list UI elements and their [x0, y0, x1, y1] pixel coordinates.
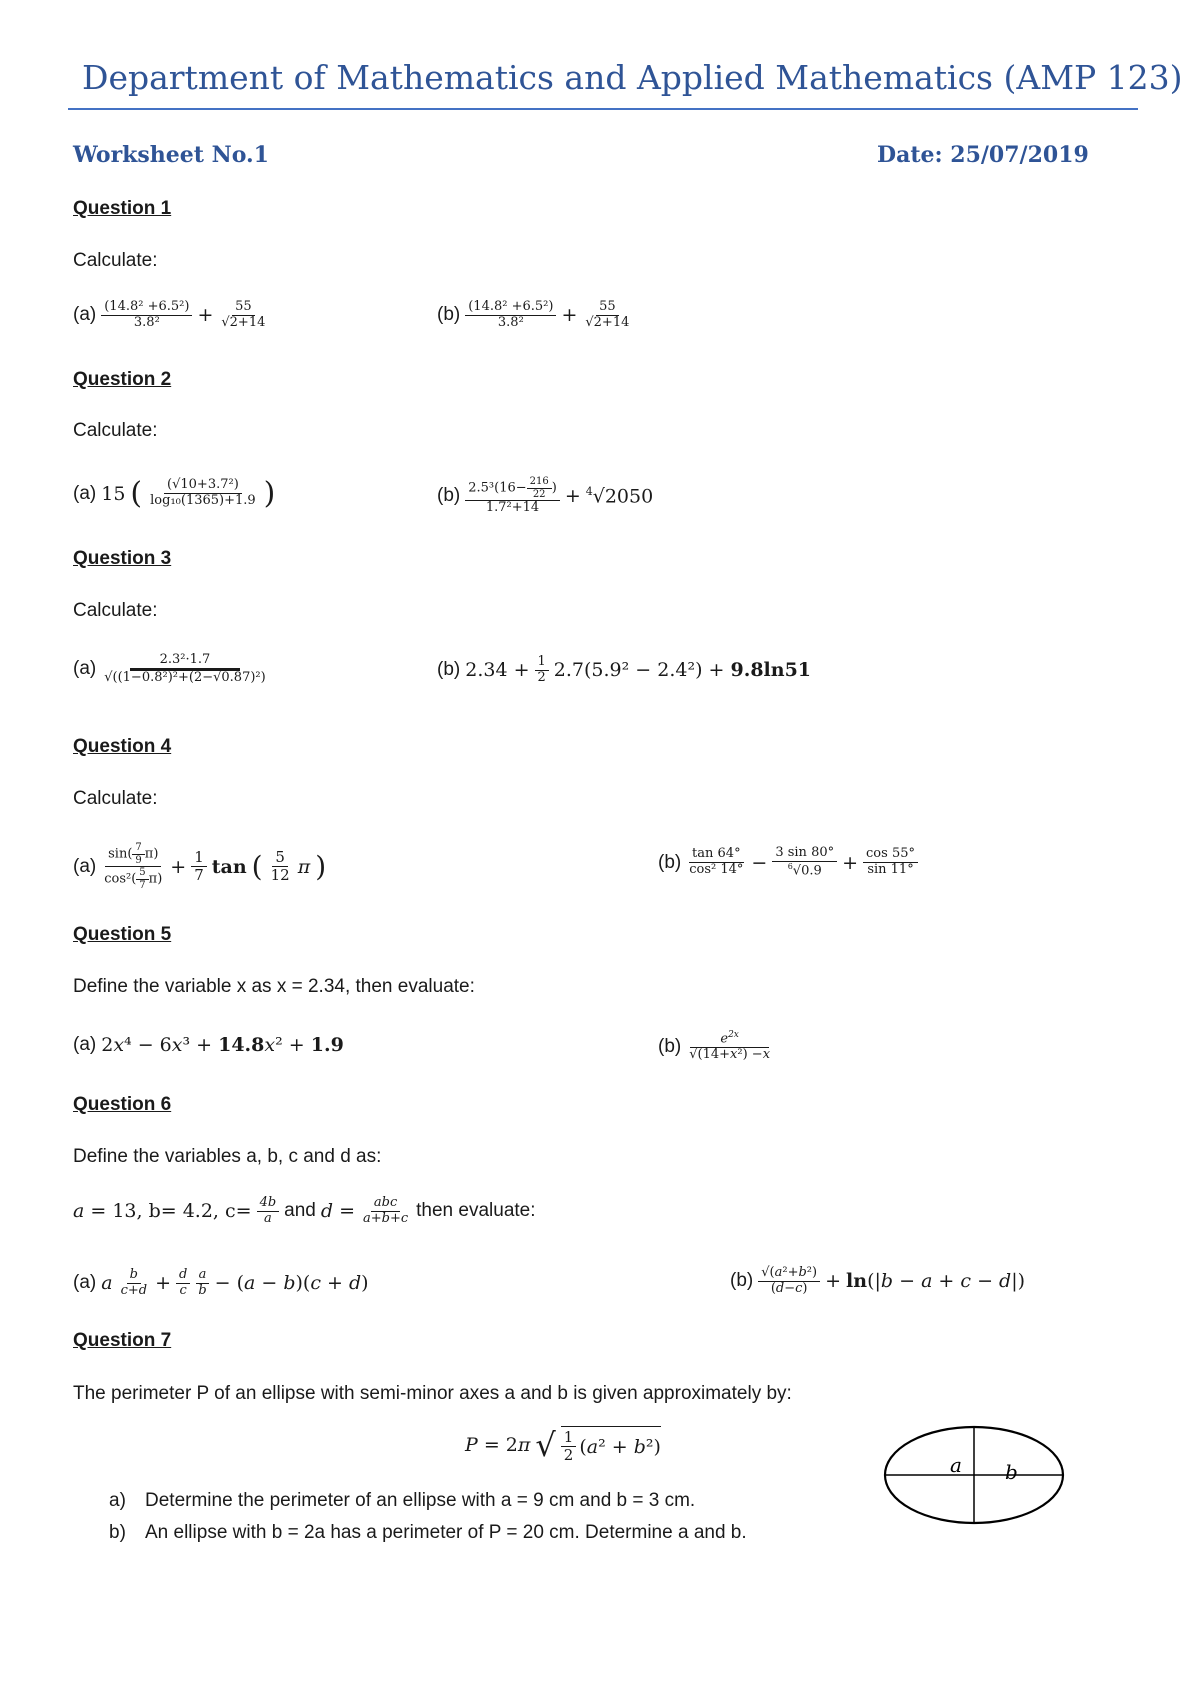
part-label: (a) [73, 1034, 97, 1055]
question-2-heading: Question 2 [73, 369, 172, 390]
question-2a: (a) 15 ( $\frac{\text{(√10+3.7²)}}{\text{log₁₀(1365)+1.9}}$ ) [73, 476, 276, 511]
question-3-heading: Question 3 [73, 548, 172, 569]
question-5b: (b) $\frac{e^{2x}}{\text{√(14+x²) −x}}$ [658, 1030, 771, 1063]
question-7-parts [73, 1490, 747, 1554]
question-3-instruction: Calculate: [73, 600, 158, 621]
part-label: (a) [73, 304, 97, 326]
question-4-instruction: Calculate: [73, 788, 158, 809]
label-a: a [950, 1453, 962, 1477]
question-5-instruction: Define the variable x as x = 2.34, then evaluate: [73, 976, 475, 997]
part-label: (b) [437, 304, 461, 326]
ellipse-diagram [880, 1420, 1070, 1530]
part-label: (a) [73, 658, 97, 680]
question-5-heading: Question 5 [73, 924, 172, 945]
question-3a: (a) $\frac{\text{2.3²·1.7}}{\text{√((1−0.8²)²+(2−√0.87)²)}}$ [73, 652, 266, 685]
list-item: b) An ellipse with b = 2a has a perimeter of P = 20 cm. Determine a and b. [109, 1522, 747, 1543]
ellipse-formula: P = 2π √ $\frac{1}{2}$ (a² + b²) [465, 1426, 661, 1465]
list-item: a) Determine the perimeter of an ellipse with a = 9 cm and b = 3 cm. [109, 1490, 696, 1511]
question-6b: (b) $\frac{\text{√(a²+b²)}}{(d-c)}$ + ln(|b − a + c − d|) [730, 1265, 1026, 1296]
question-6a: (a) a $\frac{b}{c+d}$ + $\frac{d}{c}$ $\frac{a}{b}$ − (a − b)(c + d) [73, 1267, 369, 1298]
worksheet-date: Date: 25/07/2019 [877, 142, 1089, 168]
question-1b: (b) $\frac{\text{(14.8² +6.5²)}}{\text{3.8²}}$ + $\frac{55}{√2+14}$ [437, 299, 630, 330]
page-title: Department of Mathematics and Applied Mathematics (AMP 123) [82, 58, 1183, 97]
question-2-instruction: Calculate: [73, 420, 158, 441]
question-1-heading: Question 1 [73, 198, 172, 219]
question-6-instruction: Define the variables a, b, c and d as: [73, 1146, 382, 1167]
part-label: (b) [437, 659, 461, 681]
question-2b: (b) 2.5³(16− $\frac{216}{22}$ ) 1.7²+14 + $^4$√2050 [437, 476, 654, 515]
question-4b: (b) $\frac{\tan 64^\circ}{\text{cos² 14°}}$ − $\frac{3 \sin 80^\circ}{^6√0.9}$ + $\frac{\cos 55^\circ}{\sin 11^\circ}$ [658, 846, 918, 879]
part-label: (b) [437, 484, 461, 506]
question-6-heading: Question 6 [73, 1094, 172, 1115]
label-b: b [1005, 1460, 1018, 1484]
question-7-heading: Question 7 [73, 1330, 172, 1351]
part-label: (b) [658, 1035, 682, 1057]
question-4a: (a) sin( $\frac{7}{9}$ π) cos²( $\frac{5}{7}$ π) + $\frac{1}{7}$ tan ( $\frac{5}{12}$ π ) [73, 842, 327, 891]
question-1a: (a) $\frac{\text{(14.8² +6.5²)}}{\text{3.8²}}$ + $\frac{55}{√2+14}$ [73, 299, 266, 330]
worksheet-number: Worksheet No.1 [73, 142, 269, 168]
part-label: (b) [658, 851, 682, 873]
title-rule [68, 108, 1138, 110]
part-label: (a) [73, 855, 97, 877]
part-label: (b) [730, 1270, 754, 1292]
part-label: (a) [73, 1272, 97, 1294]
question-4-heading: Question 4 [73, 736, 172, 757]
question-5a: (a) 2x⁴ − 6x³ + 14.8x² + 1.9 [73, 1034, 344, 1056]
question-3b: (b) 2.34 + $\frac{1}{2}$ 2.7(5.9² − 2.4²) + 9.8ln51 [437, 654, 812, 685]
question-7-instruction: The perimeter P of an ellipse with semi-minor axes a and b is given approximately by: [73, 1383, 792, 1404]
question-1-instruction: Calculate: [73, 250, 158, 271]
question-6-definition: a = 13, b= 4.2, c= $\frac{4b}{a}$ and d = $\frac{\text{abc}}{a+b+c}$ then evaluate: [73, 1195, 536, 1226]
part-label: (a) [73, 482, 97, 504]
